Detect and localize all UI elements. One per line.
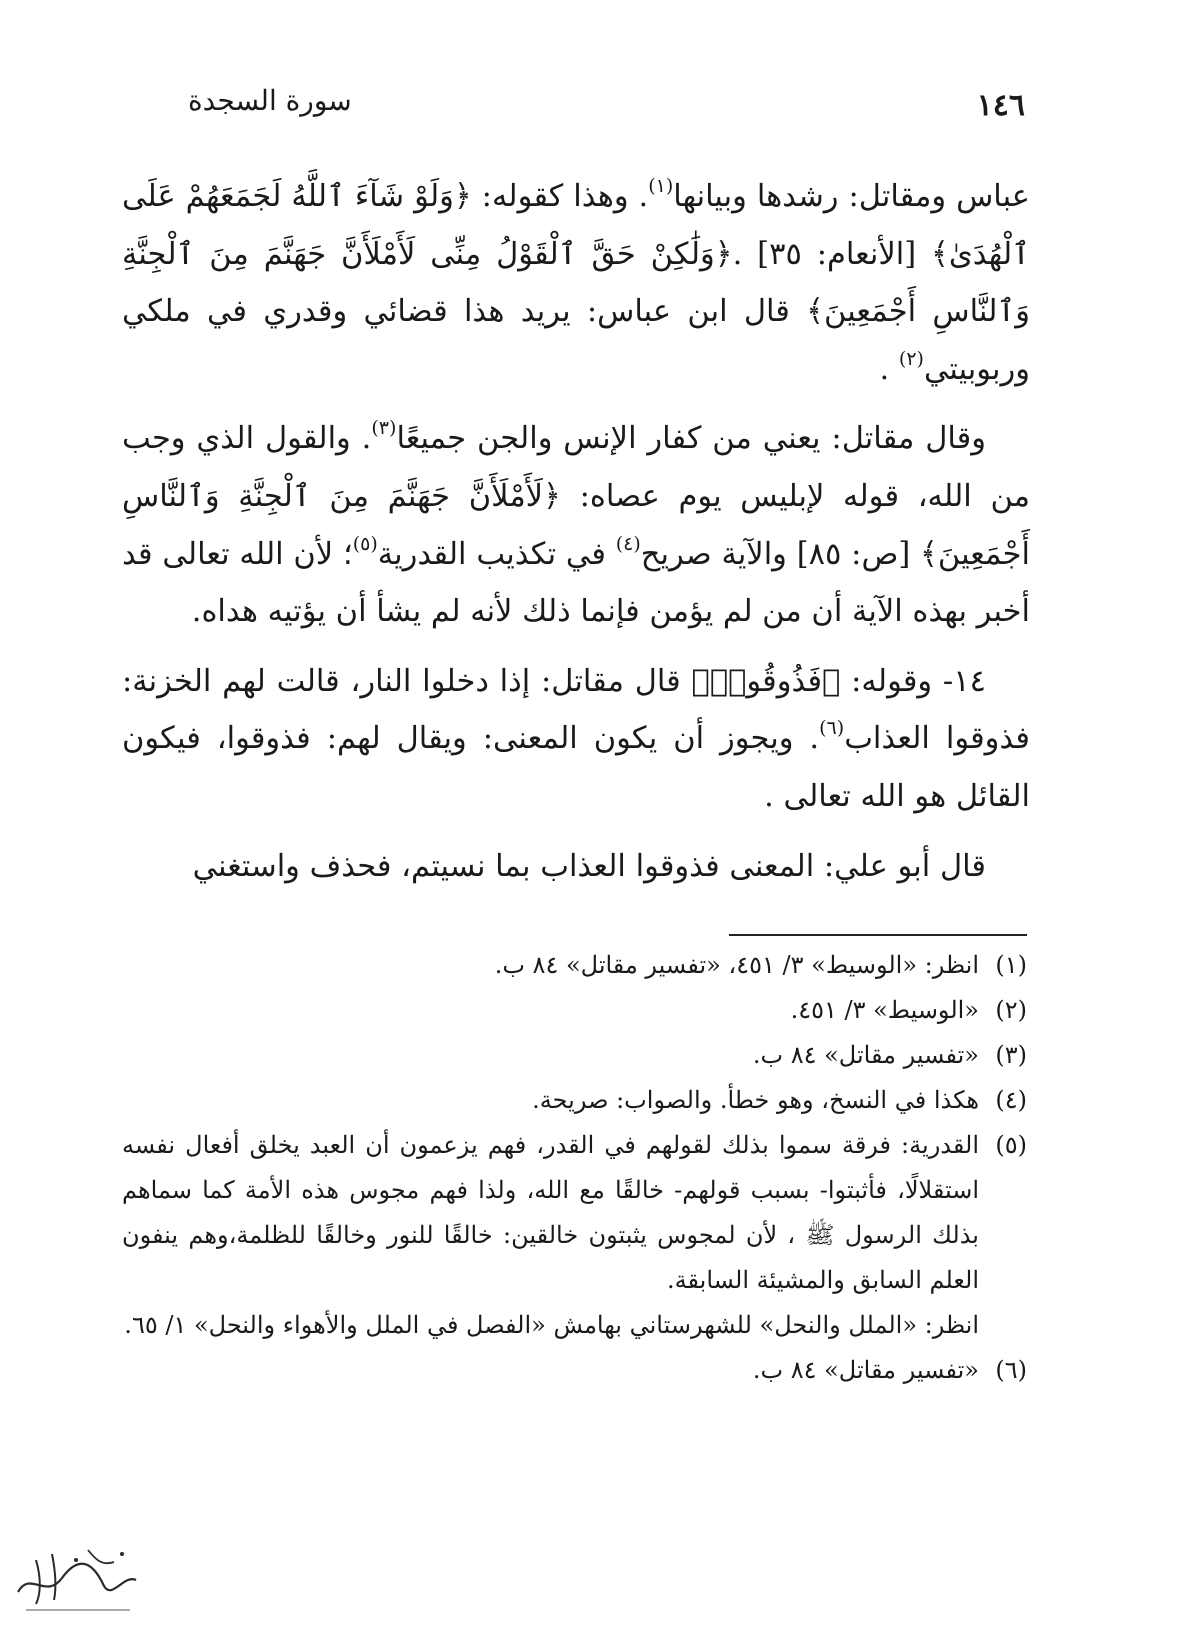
paragraph-1: عباس ومقاتل: رشدها وبيانها$^{(١)}$. وهذا كقوله: ﴿وَلَوْ شَآءَ ٱللَّهُ لَجَمَعَهُمْ عَلَى ٱلْهُدَىٰ﴾ [الأنعام: ٣٥] .﴿وَلَٰكِنْ حَقَّ ٱلْقَوْلُ مِنِّى لَأَمْلَأَنَّ جَهَنَّمَ مِنَ ٱلْجِنَّةِ وَٱلنَّاسِ أَجْمَعِينَ﴾ قال ابن عباس: يريد هذا قضائي وقدري في ملكي وربوبيتي$^{(٢)}$ . xyxy=(122,175,1031,387)
footnote-text: «الوسيط» ٣/ ٤٥١. xyxy=(790,996,979,1024)
footnote-5-continuation: انظر: «الملل والنحل» للشهرستاني بهامش «الفصل في الملل والأهواء والنحل» ١/ ٦٥. xyxy=(124,1311,979,1339)
main-text xyxy=(122,168,1030,907)
footnote-divider xyxy=(729,934,1027,936)
paragraph-4: قال أبو علي: المعنى فذوقوا العذاب بما نسيتم، فحذف واستغني xyxy=(192,848,986,884)
page-number: ١٤٦ xyxy=(976,88,1025,123)
footnote-number: (٦) xyxy=(995,1356,1027,1384)
footnote-6 xyxy=(122,1348,1027,1393)
footnote-ref-4[interactable]: (٤) xyxy=(615,532,641,555)
footnote-text: هكذا في النسخ، وهو خطأ. والصواب: صريحة. xyxy=(532,1086,979,1114)
footnote-number: (٤) xyxy=(995,1086,1027,1114)
footnote-number: (٥) xyxy=(995,1131,1027,1159)
footnote-1 xyxy=(122,943,1027,988)
footnote-ref-6[interactable]: (٦) xyxy=(819,717,845,740)
footnote-text: القدرية: فرقة سموا بذلك لقولهم في القدر، فهم يزعمون أن العبد يخلق أفعال نفسه استقلالًا، فأثبتوا- بسبب قولهم- خالقًا مع الله، ولذا فهم مجوس هذه الأمة كما سماهم بذلك الرسول ﷺ ، لأن لمجوس يثبتون خالقين: خالقًا للنور وخالقًا للظلمة،وهم ينفون العلم السابق والمشيئة السابقة. xyxy=(122,1131,979,1294)
footnote-ref-3[interactable]: (٣) xyxy=(371,417,397,440)
footnote-4 xyxy=(122,1078,1027,1123)
footnote-text: «تفسير مقاتل» ٨٤ ب. xyxy=(752,1041,979,1069)
footnote-number: (٣) xyxy=(995,1041,1027,1069)
footnote-text: «تفسير مقاتل» ٨٤ ب. xyxy=(752,1356,979,1384)
paragraph-2: وقال مقاتل: يعني من كفار الإنس والجن جميعًا$^{(٣)}$. والقول الذي وجب من الله، قوله لإبليس يوم عصاه: ﴿لَأَمْلَأَنَّ جَهَنَّمَ مِنَ ٱلْجِنَّةِ وَٱلنَّاسِ أَجْمَعِينَ﴾ [ص: ٨٥] والآية صريح$^{(٤)}$ في تكذيب القدرية$^{(٥)}$؛ لأن الله تعالى قد أخبر بهذه الآية أن من لم يؤمن فإنما ذلك لأنه لم يشأ أن يؤتيه هداه. xyxy=(122,417,1030,630)
footnote-ref-2[interactable]: (٢) xyxy=(898,347,924,370)
page-header xyxy=(140,84,1025,128)
footnote-ref-1[interactable]: (١) xyxy=(648,175,674,197)
paragraph-3: ١٤- وقوله: ﴿فَذُوقُوا۟﴾ قال مقاتل: إذا دخلوا النار، قالت لهم الخزنة: فذوقوا العذاب$^{(٦)}$. ويجوز أن يكون المعنى: ويقال لهم: فذوقوا، فيكون القائل هو الله تعالى . xyxy=(122,663,1030,814)
footnote-ref-5[interactable]: (٥) xyxy=(352,532,378,555)
footnote-2 xyxy=(122,988,1027,1033)
surah-name: سورة السجدة xyxy=(188,84,352,117)
footnote-number: (١) xyxy=(995,951,1027,979)
footnote-text: انظر: «الوسيط» ٣/ ٤٥١، «تفسير مقاتل» ٨٤ ب. xyxy=(494,951,979,979)
footnote-number: (٢) xyxy=(995,996,1027,1024)
footnote-5 xyxy=(122,1123,1027,1303)
publisher-watermark-logo xyxy=(6,1530,146,1620)
footnotes xyxy=(122,943,1027,1393)
footnote-3 xyxy=(122,1033,1027,1078)
